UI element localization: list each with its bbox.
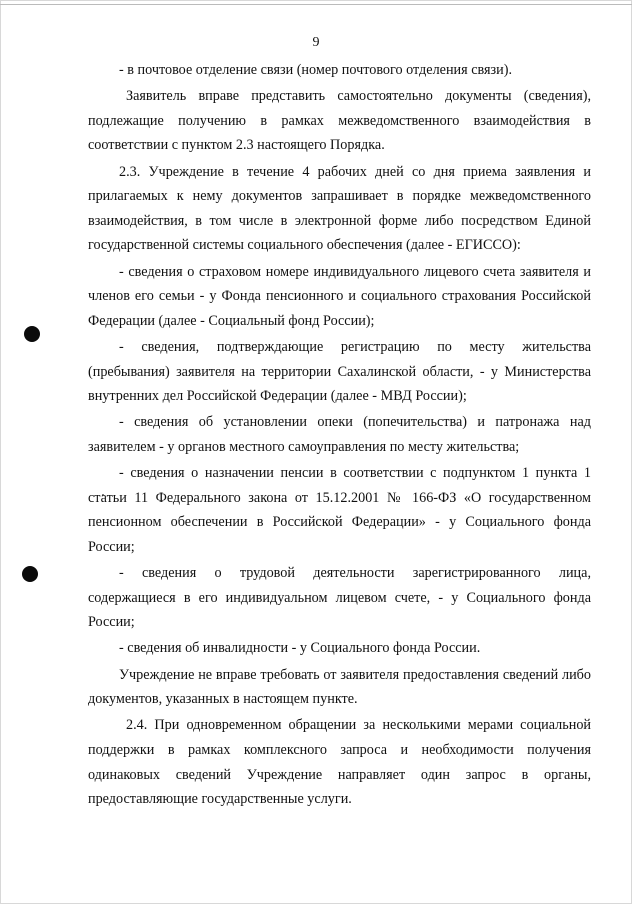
list-item-disability: - сведения об инвалидности - у Социального фонда России. [119,640,481,657]
list-item-employment: - сведения о трудовой деятельности зарегистрированного лица, содержащиеся в его индивидуальном лицевом счете, - у Социального фонда России; [88,565,591,631]
paragraph-clause-2-3: 2.3. Учреждение в течение 4 рабочих дней со дня приема заявления и прилагаемых к нему документов запрашивает в порядке межведомственного взаимодействия, в том числе в электронной форме либо посредством Единой государственной системы социального обеспечения (далее - ЕГИССО): [88,163,591,254]
paragraph-applicant-right: Заявитель вправе представить самостоятельно документы (сведения), подлежащие получению в рамках межведомственного взаимодействия в соответствии с пунктом 2.3 настоящего Порядка. [88,88,591,154]
paragraph-postal-office: - в почтовое отделение связи (номер почтового отделения связи). [119,62,513,78]
list-item-snils: - сведения о страховом номере индивидуального лицевого счета заявителя и членов его семьи - у Фонда пенсионного и социального страхования Российской Федерации (далее - Социальный фонд России); [88,263,591,329]
punch-hole-upper [24,326,40,342]
page-number: 9 [312,35,320,50]
list-item-registration: - сведения, подтверждающие регистрацию по месту жительства (пребывания) заявителя на территории Сахалинской области, - у Министерства внутренних дел Российской Федерации (далее - МВД России); [88,338,591,405]
list-item-guardianship: - сведения об установлении опеки (попечительства) и патронажа над заявителем - у органов местного самоуправления по месту жительства; [88,414,591,455]
document-body [88,58,591,813]
paragraph-no-demand: Учреждение не вправе требовать от заявителя предоставления сведений либо документов, указанных в настоящем пункте. [88,666,591,708]
paragraph-clause-2-4: 2.4. При одновременном обращении за несколькими мерами социальной поддержки в рамках комплексного запроса и необходимости получения одинаковых сведений Учреждение направляет один запрос в органы, предоставляющие государственные услуги. [88,717,591,808]
punch-hole-lower [22,566,38,582]
scan-top-line [0,4,632,5]
list-item-pension: - сведения о назначении пенсии в соответствии с подпунктом 1 пункта 1 статьи 11 Федерального закона от 15.12.2001 № 166-ФЗ «О государственном пенсионном обеспечении в Российской Федерации» - у Социального фонда России; [88,465,591,555]
